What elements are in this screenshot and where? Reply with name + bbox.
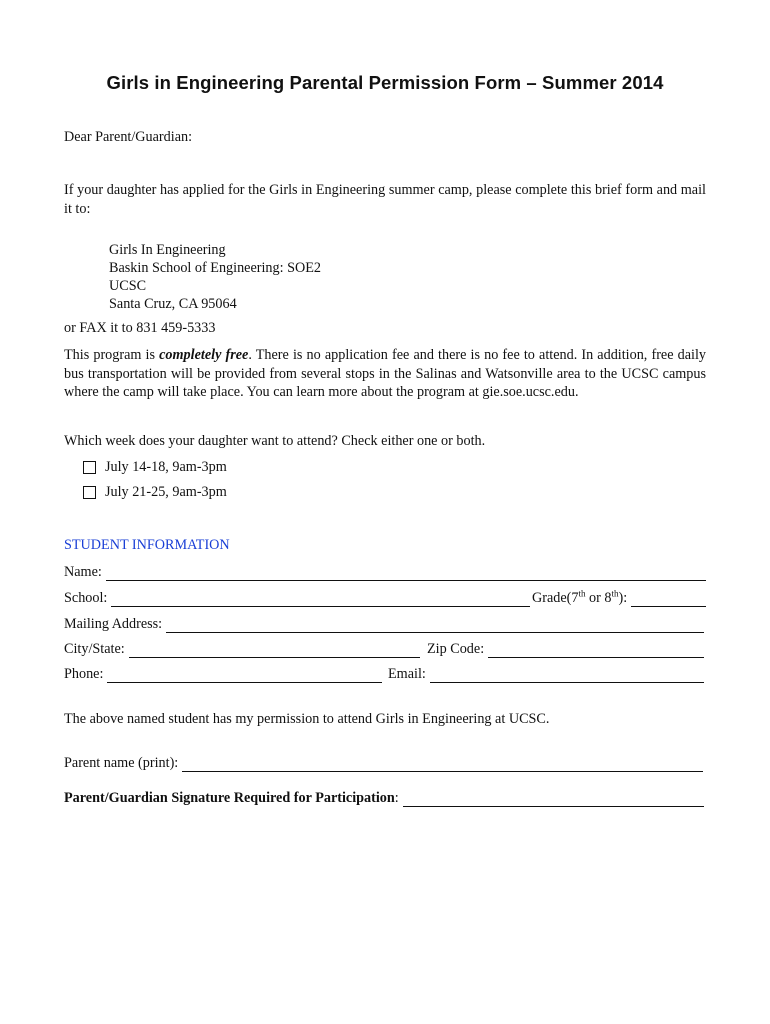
email-input-line[interactable] <box>430 669 704 683</box>
week-1-checkbox[interactable] <box>83 461 96 474</box>
parent-name-input-line[interactable] <box>182 758 703 772</box>
address-line: Santa Cruz, CA 95064 <box>109 296 237 312</box>
address-line: Baskin School of Engineering: SOE2 <box>109 260 322 276</box>
zip-code-field[interactable] <box>427 640 704 658</box>
program-rest: . There is no application fee and there is no fee to attend. In addition, free daily bus transportation will be provided from several stops in the Salinas and Watsonville area to the UCSC campus where the camp will take place. You can learn more about the program at gie.soe.ucsc.edu. <box>64 347 707 400</box>
program-emphasis: completely free <box>159 347 249 363</box>
school-field[interactable] <box>64 589 530 607</box>
address-line: UCSC <box>109 278 147 294</box>
week-option-1[interactable] <box>83 459 227 476</box>
signature-label: Parent/Guardian Signature Required for Participation: <box>64 790 399 806</box>
city-state-input-line[interactable] <box>129 644 420 658</box>
signature-field[interactable] <box>64 789 704 807</box>
signature-input-line[interactable] <box>403 793 704 807</box>
student-info-heading: STUDENT INFORMATION <box>64 537 230 553</box>
city-row <box>64 640 706 658</box>
week-question: Which week does your daughter want to attend? Check either one or both. <box>64 433 486 449</box>
program-prefix: This program is <box>64 347 160 363</box>
parent-name-row <box>64 754 706 772</box>
week-1-label: July 14-18, 9am-3pm <box>105 459 227 475</box>
signature-row <box>64 789 706 807</box>
mailing-address-field[interactable] <box>64 615 704 633</box>
city-state-label: City/State: <box>64 641 125 657</box>
phone-label: Phone: <box>64 666 104 682</box>
grade-field[interactable] <box>532 589 706 607</box>
phone-row <box>64 665 706 683</box>
phone-input-line[interactable] <box>107 669 382 683</box>
name-input-line[interactable] <box>106 567 706 581</box>
greeting: Dear Parent/Guardian: <box>64 129 193 145</box>
parent-name-label: Parent name (print): <box>64 755 179 771</box>
name-field[interactable] <box>64 563 706 581</box>
address-line: Girls In Engineering <box>109 242 226 258</box>
permission-statement: The above named student has my permission to attend Girls in Engineering at UCSC. <box>64 711 550 727</box>
school-label: School: <box>64 590 108 606</box>
week-option-2[interactable] <box>83 484 227 501</box>
fax-line: or FAX it to 831 459-5333 <box>64 320 216 336</box>
grade-label: Grade(7th or 8th): <box>532 588 628 606</box>
mailing-address-input-line[interactable] <box>166 619 704 633</box>
zip-code-input-line[interactable] <box>488 644 704 658</box>
school-row <box>64 589 706 607</box>
email-field[interactable] <box>388 665 704 683</box>
grade-input-line[interactable] <box>631 593 706 607</box>
program-paragraph <box>64 346 706 402</box>
mailing-address-label: Mailing Address: <box>64 616 163 632</box>
phone-field[interactable] <box>64 665 382 683</box>
city-state-field[interactable] <box>64 640 420 658</box>
week-2-checkbox[interactable] <box>83 486 96 499</box>
form-title: Girls in Engineering Parental Permission Form – Summer 2014 <box>106 72 664 93</box>
week-2-label: July 21-25, 9am-3pm <box>105 484 227 500</box>
name-row <box>64 563 706 581</box>
parent-name-field[interactable] <box>64 754 703 772</box>
school-input-line[interactable] <box>111 593 530 607</box>
email-label: Email: <box>388 666 426 682</box>
mailing-row <box>64 615 706 633</box>
intro-paragraph: If your daughter has applied for the Girls in Engineering summer camp, please complete this brief form and mail it to: <box>64 182 706 217</box>
name-label: Name: <box>64 564 102 580</box>
zip-code-label: Zip Code: <box>427 641 485 657</box>
mailing-address-block <box>109 241 321 313</box>
